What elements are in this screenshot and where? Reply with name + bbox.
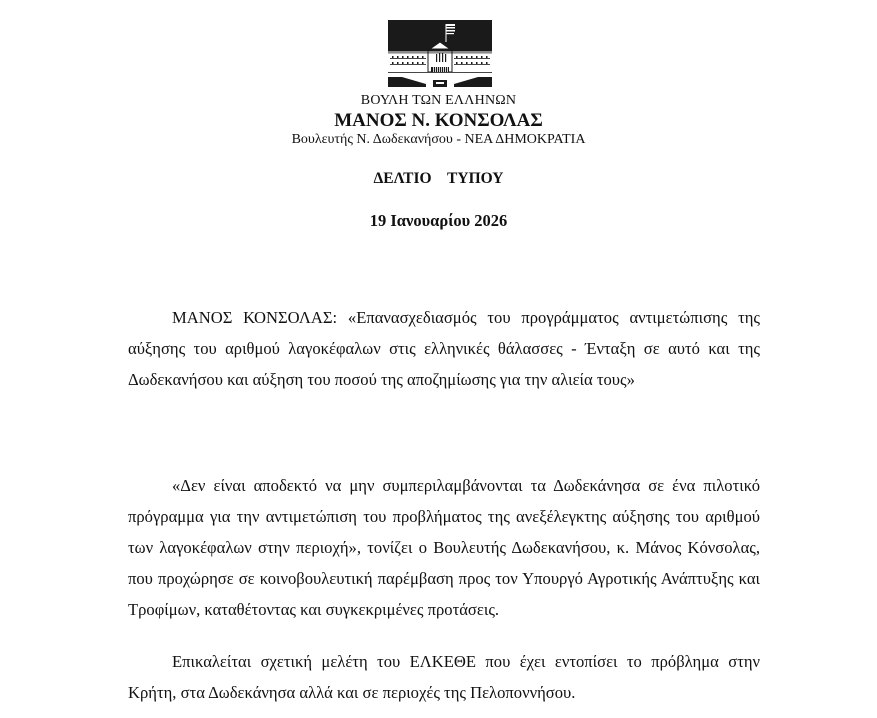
- paragraph-study: Επικαλείται σχετική μελέτη του ΕΛΚΕΘΕ που έχει εντοπίσει το πρόβλημα στην Κρήτη, στα Δωδεκάνησα αλλά και σε περιοχές της Πελοποννήσου.: [128, 652, 760, 702]
- paragraph-quote: «Δεν είναι αποδεκτό να μην συμπεριλαμβάνονται τα Δωδεκάνησα σε ένα πιλοτικό πρόγραμμα για την αντιμετώπιση του προβλήματος της ανεξέλεγκτης αύξησης του αριθμού των λαγοκέφαλων στην περιοχή», τονίζει ο Βουλευτής Δωδεκανήσου, κ. Μάνος Κόνσολας, που προχώρησε σε κοινοβουλευτική παρέμβαση προς τον Υπουργό Αγροτικής Ανάπτυξης και Τροφίμων, καταθέτοντας και συγκεκριμένες προτάσεις.: [128, 476, 760, 619]
- parliament-name: ΒΟΥΛΗ ΤΩΝ ΕΛΛΗΝΩΝ: [360, 93, 517, 108]
- mp-role: Βουλευτής Ν. Δωδεκανήσου - ΝΕΑ ΔΗΜΟΚΡΑΤΙΑ: [291, 132, 586, 147]
- mp-name: ΜΑΝΟΣ Ν. ΚΟΝΣΟΛΑΣ: [334, 110, 543, 131]
- document-date: 19 Ιανουαρίου 2026: [369, 211, 508, 230]
- parliament-logo-icon: [388, 20, 492, 88]
- paragraph-headline: ΜΑΝΟΣ ΚΟΝΣΟΛΑΣ: «Επανασχεδιασμός του προγράμματος αντιμετώπισης της αύξησης του αριθμού λαγοκέφαλων στις ελληνικές θάλασσες - Ένταξη σε αυτό και της Δωδεκανήσου και αύξηση του ποσού της αποζημίωσης για την αλιεία τους»: [128, 308, 760, 389]
- document-type-title: ΔΕΛΤΙΟ ΤΥΠΟΥ: [373, 170, 504, 187]
